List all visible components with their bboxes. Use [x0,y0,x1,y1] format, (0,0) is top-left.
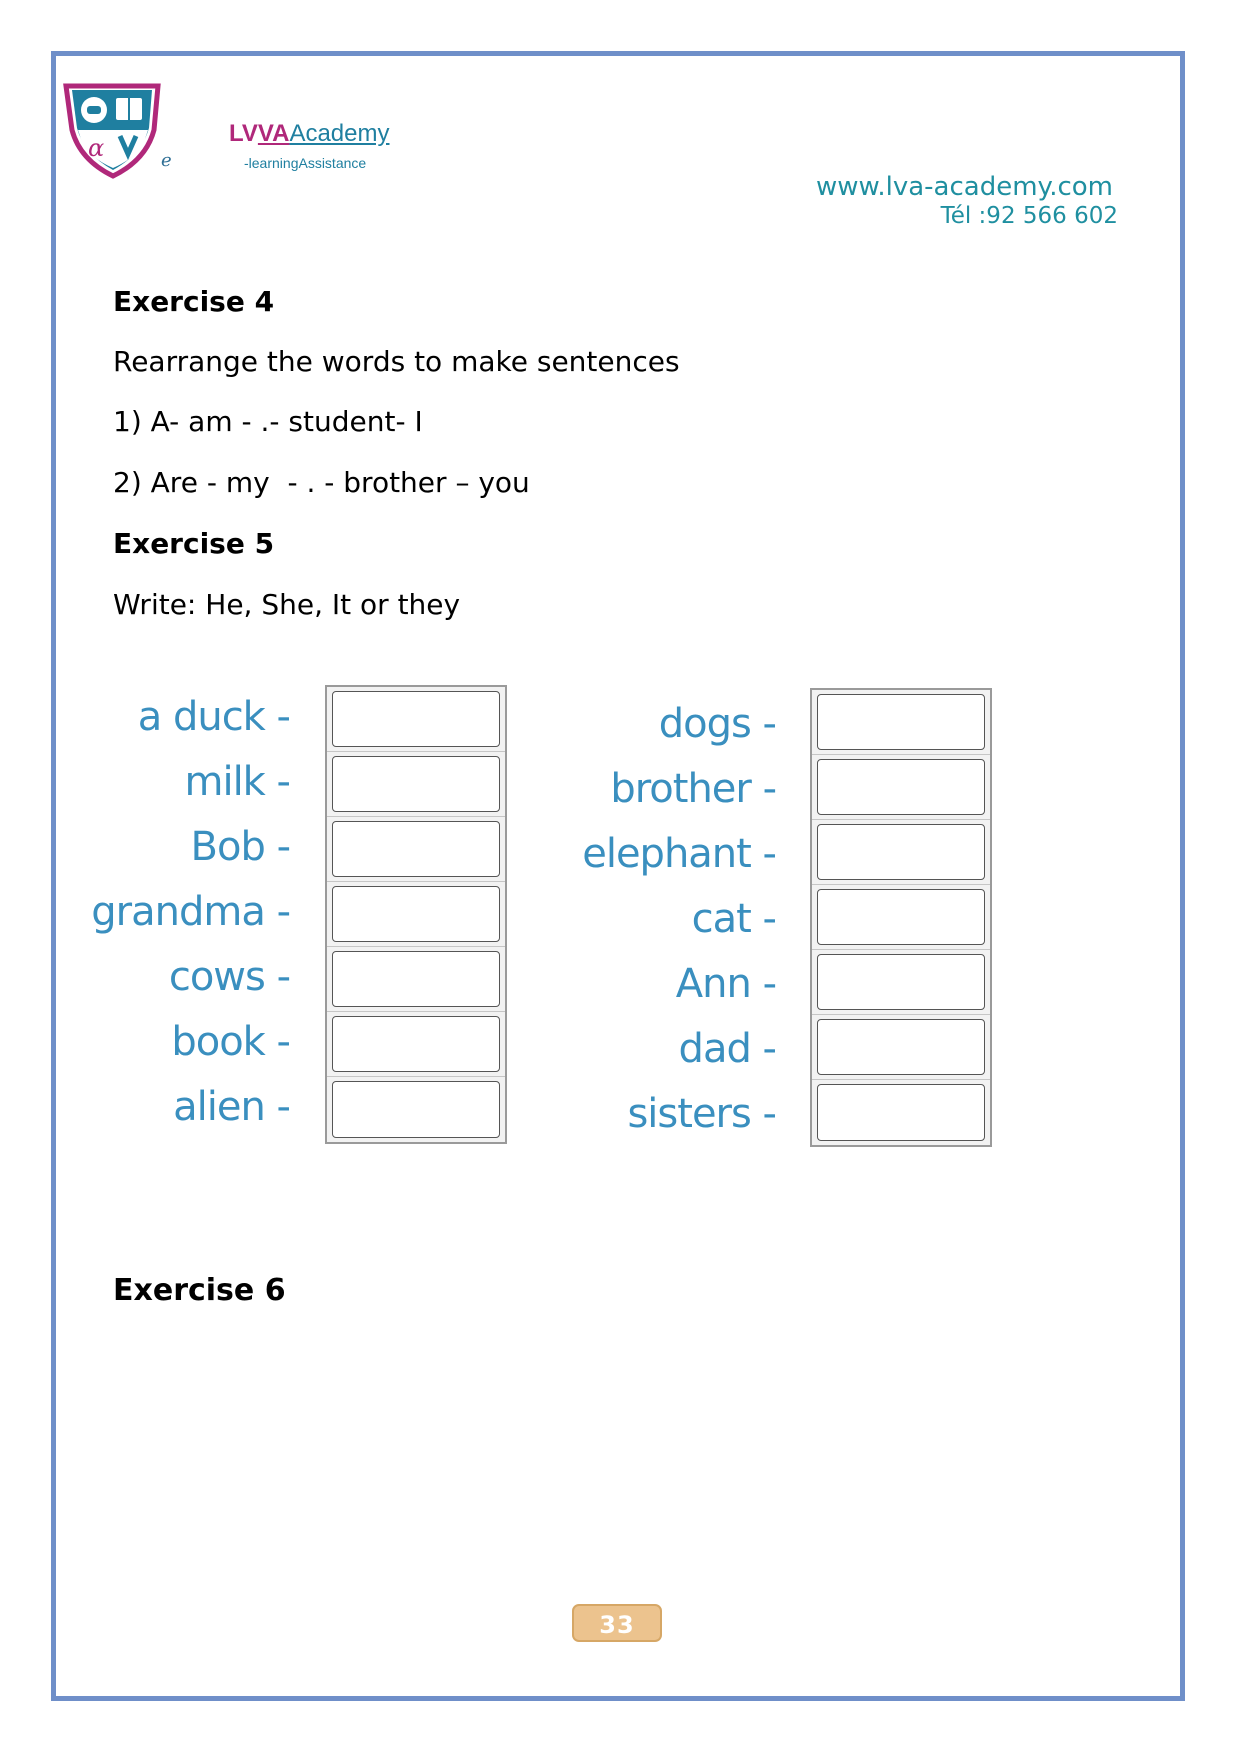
list-item [100,1078,290,1143]
list-item [100,948,290,1013]
logo-letter: e [161,150,172,171]
lva-shield-logo-icon [58,80,168,180]
list-item [580,955,776,1020]
answer-input[interactable] [332,691,500,747]
website-link[interactable]: www.lva-academy.com [815,172,1113,202]
exercise4-item-1: 1) A- am - .- student- I [113,405,423,438]
word-label: grandma - [91,889,290,935]
answer-input[interactable] [817,954,985,1010]
brand-va: VA [257,120,290,147]
exercise4-instruction: Rearrange the words to make sentences [113,345,680,378]
word-label: brother - [610,766,776,812]
list-item [580,890,776,955]
answer-input[interactable] [332,1081,500,1138]
word-label: cows - [168,954,290,1000]
word-label: dogs - [658,701,776,747]
answer-input[interactable] [332,821,500,877]
word-label: alien - [173,1084,290,1130]
list-item [100,753,290,818]
answer-input[interactable] [817,889,985,945]
exercise5-instruction: Write: He, She, It or they [113,588,461,621]
answer-input[interactable] [817,759,985,815]
answer-input[interactable] [817,1019,985,1075]
answer-input[interactable] [817,694,985,750]
exercise6-title: Exercise 6 [113,1273,286,1308]
word-label: cat - [691,896,776,942]
list-item [100,688,290,753]
list-item [580,825,776,890]
word-label: Ann - [675,961,776,1007]
answer-input[interactable] [817,1084,985,1141]
left-word-column [91,688,290,1143]
word-label: elephant - [582,831,776,877]
svg-text:α: α [88,134,105,162]
list-item [580,1085,776,1150]
word-label: book - [171,1019,290,1065]
list-item [100,818,290,883]
page-number-badge: 33 [572,1604,662,1642]
word-label: a duck - [137,694,290,740]
answer-input[interactable] [332,1016,500,1072]
right-answer-grid [810,688,992,1147]
word-label: milk - [184,759,290,805]
brand-lv: LV [229,120,258,147]
phone-number: Tél :92 566 602 [940,203,1118,229]
exercise4-title: Exercise 4 [113,285,275,318]
word-label: sisters - [627,1091,776,1137]
list-item [580,1020,776,1085]
list-item [580,695,776,760]
word-label: dad - [678,1026,776,1072]
answer-input[interactable] [817,824,985,880]
list-item [100,1013,290,1078]
exercise4-item-2: 2) Are - my - . - brother – you [113,466,530,499]
word-label: Bob - [190,824,290,870]
brand-tagline: -learningAssistance [244,155,367,171]
answer-input[interactable] [332,951,500,1007]
list-item [91,883,290,948]
brand-academy: Academy [289,120,390,147]
right-word-column [580,695,776,1150]
answer-input[interactable] [332,756,500,812]
left-answer-grid [325,685,507,1144]
answer-input[interactable] [332,886,500,942]
list-item [580,760,776,825]
brand-name [229,120,390,148]
exercise5-title: Exercise 5 [113,527,275,560]
